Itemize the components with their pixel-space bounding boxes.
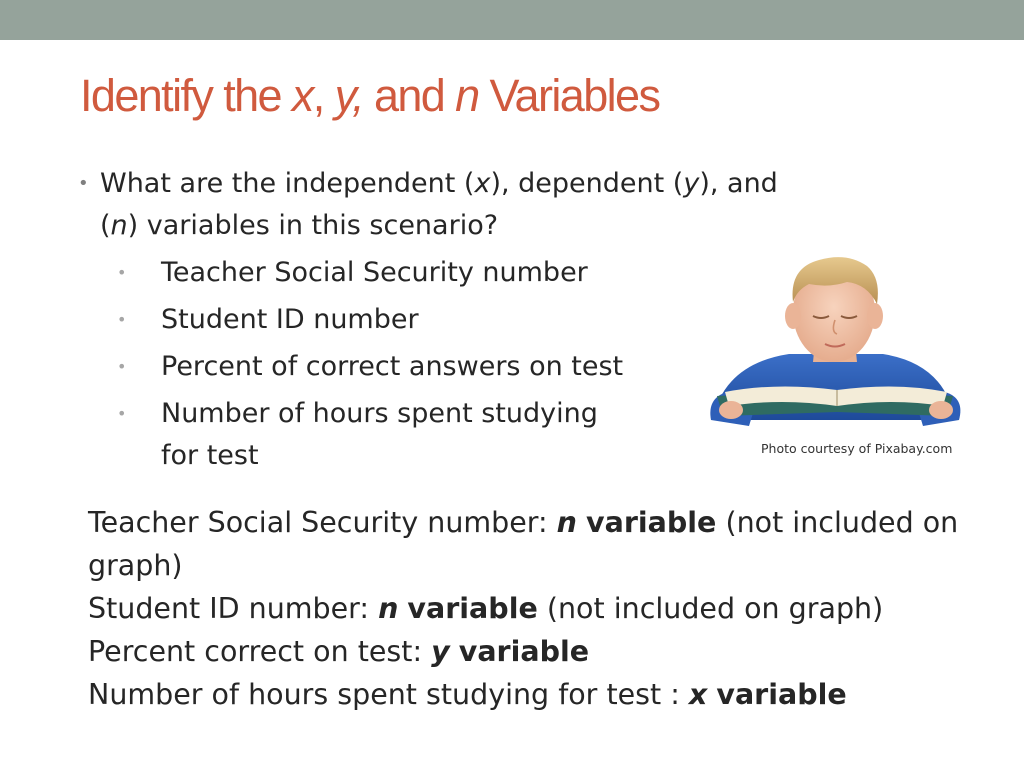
- top-banner: [0, 0, 1024, 40]
- answer-line: [88, 587, 968, 630]
- question-y: y: [683, 168, 700, 199]
- variable-letter: n: [378, 592, 399, 625]
- option-item: • Percent of correct answers on test: [161, 346, 838, 388]
- title-variables: Variables: [489, 70, 660, 121]
- boy-reading-illustration: [697, 250, 993, 465]
- title-n: n: [455, 70, 479, 121]
- answer-line: [88, 630, 968, 673]
- answer-line: [88, 673, 968, 716]
- question-x: x: [474, 168, 491, 199]
- variable-letter: y: [431, 635, 450, 668]
- answer-label: Number of hours spent studying for test :: [88, 678, 680, 711]
- answer-label: Percent correct on test:: [88, 635, 423, 668]
- variable-word: variable: [407, 592, 538, 625]
- title-y: y,: [334, 70, 364, 121]
- question-bullet: • What are the independent (x), dependent (y), and (n) variables in this scenario?: [78, 163, 838, 247]
- question-n: n: [110, 210, 128, 241]
- variable-word: variable: [586, 506, 717, 539]
- option-item: • Student ID number: [161, 299, 838, 341]
- answer-label: Teacher Social Security number:: [88, 506, 548, 539]
- title-text: Identify the: [80, 70, 281, 121]
- photo-caption: Photo courtesy of Pixabay.com: [761, 441, 953, 456]
- variable-word: variable: [716, 678, 847, 711]
- title-and: and: [373, 70, 445, 121]
- option-item: • Teacher Social Security number: [161, 252, 838, 294]
- variable-word: variable: [458, 635, 590, 668]
- variable-letter: x: [688, 678, 708, 711]
- boy-reading-book-photo: [697, 250, 993, 465]
- option-item: • Number of hours spent studying for test: [161, 393, 641, 477]
- slide-title: Identify the x, y, and n Variables: [80, 70, 660, 121]
- answer-list: [88, 501, 968, 716]
- title-x: x: [291, 70, 313, 121]
- answer-note: (not included on graph): [88, 506, 959, 582]
- answer-label: Student ID number:: [88, 592, 369, 625]
- answer-line: [88, 501, 968, 587]
- variable-letter: n: [556, 506, 577, 539]
- answer-note: (not included on graph): [546, 592, 884, 625]
